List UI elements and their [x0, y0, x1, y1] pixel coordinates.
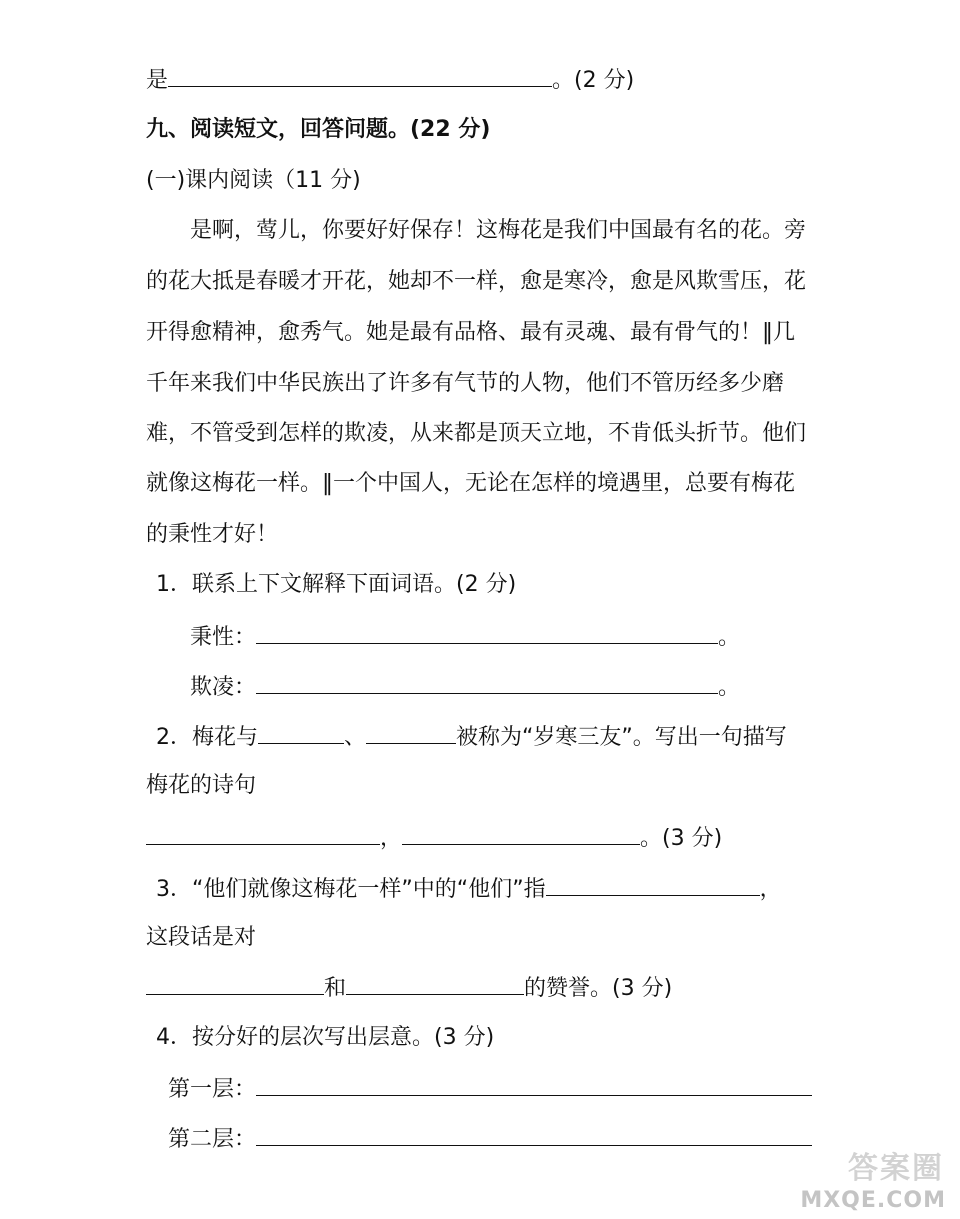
q1-word1-label: 秉性：	[190, 625, 257, 650]
q3-and: 和	[324, 976, 347, 1001]
q1-period: 。	[718, 675, 741, 700]
q2-blank-2[interactable]	[366, 721, 456, 744]
q2-sep: 、	[344, 725, 367, 750]
q4-layer2-label: 第二层：	[168, 1127, 257, 1152]
q2-poem-blank-2[interactable]	[402, 822, 640, 845]
q2-poem-line	[146, 822, 722, 852]
q1-word2-blank[interactable]	[256, 671, 718, 694]
q3-text: 3．“他们就像这梅花一样”中的“他们”指	[156, 877, 546, 902]
q2-score: 。(3 分)	[640, 826, 723, 851]
watermark-top-text: 答案圈	[848, 1151, 944, 1186]
q8-lead: 是	[146, 68, 169, 93]
q2-part-a: 2．梅花与	[156, 725, 258, 750]
q4-layer1-blank[interactable]	[256, 1073, 812, 1096]
q1-item-bingxing	[190, 621, 740, 651]
q4-layer1	[168, 1073, 812, 1103]
q2-part-b: 被称为“岁寒三友”。写出一句描写	[456, 725, 787, 750]
watermark-logo	[800, 1143, 950, 1213]
q2-poem-blank-1[interactable]	[146, 822, 380, 845]
section9-title: 九、阅读短文，回答问题。(22 分)	[146, 117, 491, 142]
part1-title: (一)课内阅读（11 分)	[146, 168, 361, 193]
passage-line: 的秉性才好！	[146, 522, 279, 547]
q8-score: 。(2 分)	[552, 68, 635, 93]
q2-comma: ，	[380, 826, 403, 851]
q3-score: 的赞誉。(3 分)	[524, 976, 673, 1001]
q1-period: 。	[718, 625, 741, 650]
q4-stem: 4．按分好的层次写出层意。(3 分)	[156, 1025, 495, 1050]
q4-layer1-label: 第一层：	[168, 1077, 257, 1102]
q1-stem: 1．联系上下文解释下面词语。(2 分)	[156, 572, 517, 597]
passage-line: 是啊，莺儿，你要好好保存！这梅花是我们中国最有名的花。旁	[190, 218, 807, 243]
q3-comma: ，	[759, 877, 782, 902]
q3-line2: 这段话是对	[146, 925, 257, 950]
q2-line2: 梅花的诗句	[146, 773, 257, 798]
q2-stem	[156, 721, 787, 751]
q3-blank-3[interactable]	[346, 972, 524, 995]
watermark-bottom-text: MXQE.COM	[800, 1188, 946, 1213]
q3-blank-1[interactable]	[546, 873, 760, 896]
q4-layer2-blank[interactable]	[256, 1123, 812, 1146]
passage-line: 开得愈精神，愈秀气。她是最有品格、最有灵魂、最有骨气的！‖几	[146, 320, 796, 345]
q3-blank-2[interactable]	[146, 972, 324, 995]
passage-line: 的花大抵是春暖才开花，她却不一样，愈是寒冷，愈是风欺雪压，花	[146, 269, 807, 294]
q4-layer2	[168, 1123, 812, 1153]
q2-blank-1[interactable]	[258, 721, 344, 744]
q1-word1-blank[interactable]	[256, 621, 718, 644]
q8-answer-line	[146, 64, 634, 94]
q3-stem	[156, 873, 782, 903]
passage-line: 千年来我们中华民族出了许多有气节的人物，他们不管历经多少磨	[146, 371, 785, 396]
q1-item-qiling	[190, 671, 740, 701]
q1-word2-label: 欺凌：	[190, 675, 257, 700]
passage-line: 难，不管受到怎样的欺凌，从来都是顶天立地，不肯低头折节。他们	[146, 421, 807, 446]
q3-line3	[146, 972, 672, 1002]
passage-line: 就像这梅花一样。‖一个中国人，无论在怎样的境遇里，总要有梅花	[146, 471, 796, 496]
q8-blank[interactable]	[168, 64, 552, 87]
